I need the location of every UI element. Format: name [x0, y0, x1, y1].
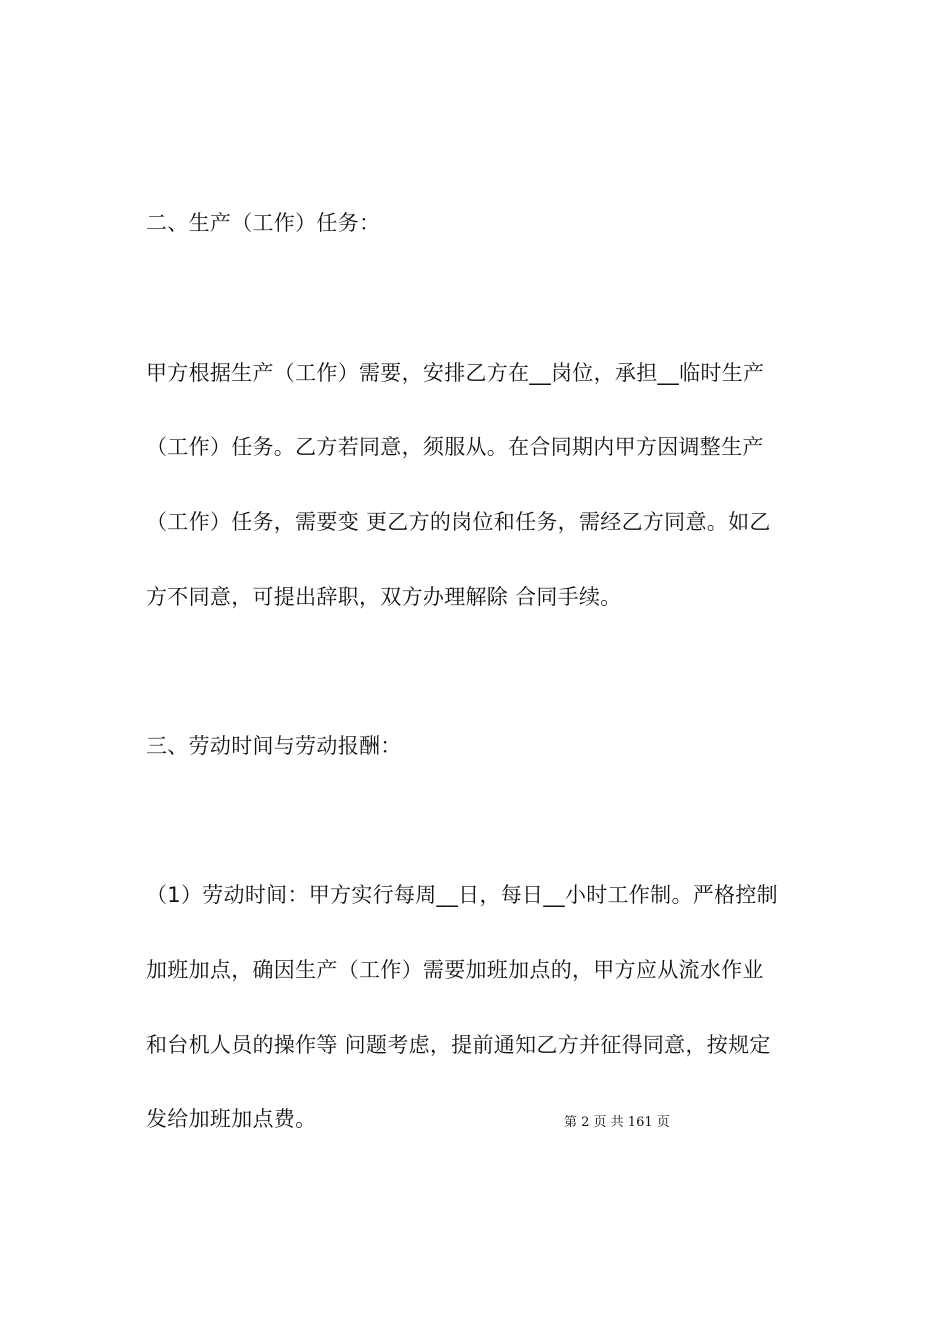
section-3-paragraph-line-2: 加班加点，确因生产（工作）需要加班加点的，甲方应从流水作业: [146, 958, 764, 982]
section-2-paragraph-line-2: （工作）任务。乙方若同意，须服从。在合同期内甲方因调整生产: [146, 435, 764, 459]
section-3-paragraph-line-3: 和台机人员的操作等 问题考虑，提前通知乙方并征得同意，按规定: [146, 1033, 771, 1057]
section-3-paragraph-line-4: 发给加班加点费。: [146, 1107, 317, 1131]
section-2-heading: 二、生产（工作）任务：: [146, 211, 381, 235]
section-3-paragraph-line-1: （1）劳动时间：甲方实行每周__日，每日__小时工作制。严格控制: [146, 883, 778, 907]
page-number-footer: 第 2 页 共 161 页: [564, 1115, 670, 1130]
section-3-heading: 三、劳动时间与劳动报酬：: [146, 734, 402, 758]
section-2-paragraph-line-3: （工作）任务，需要变 更乙方的岗位和任务，需经乙方同意。如乙: [146, 510, 771, 534]
section-2-paragraph-line-1: 甲方根据生产（工作）需要，安排乙方在__岗位，承担__临时生产: [146, 361, 765, 385]
section-2-paragraph-line-4: 方不同意，可提出辞职，双方办理解除 合同手续。: [146, 585, 622, 609]
